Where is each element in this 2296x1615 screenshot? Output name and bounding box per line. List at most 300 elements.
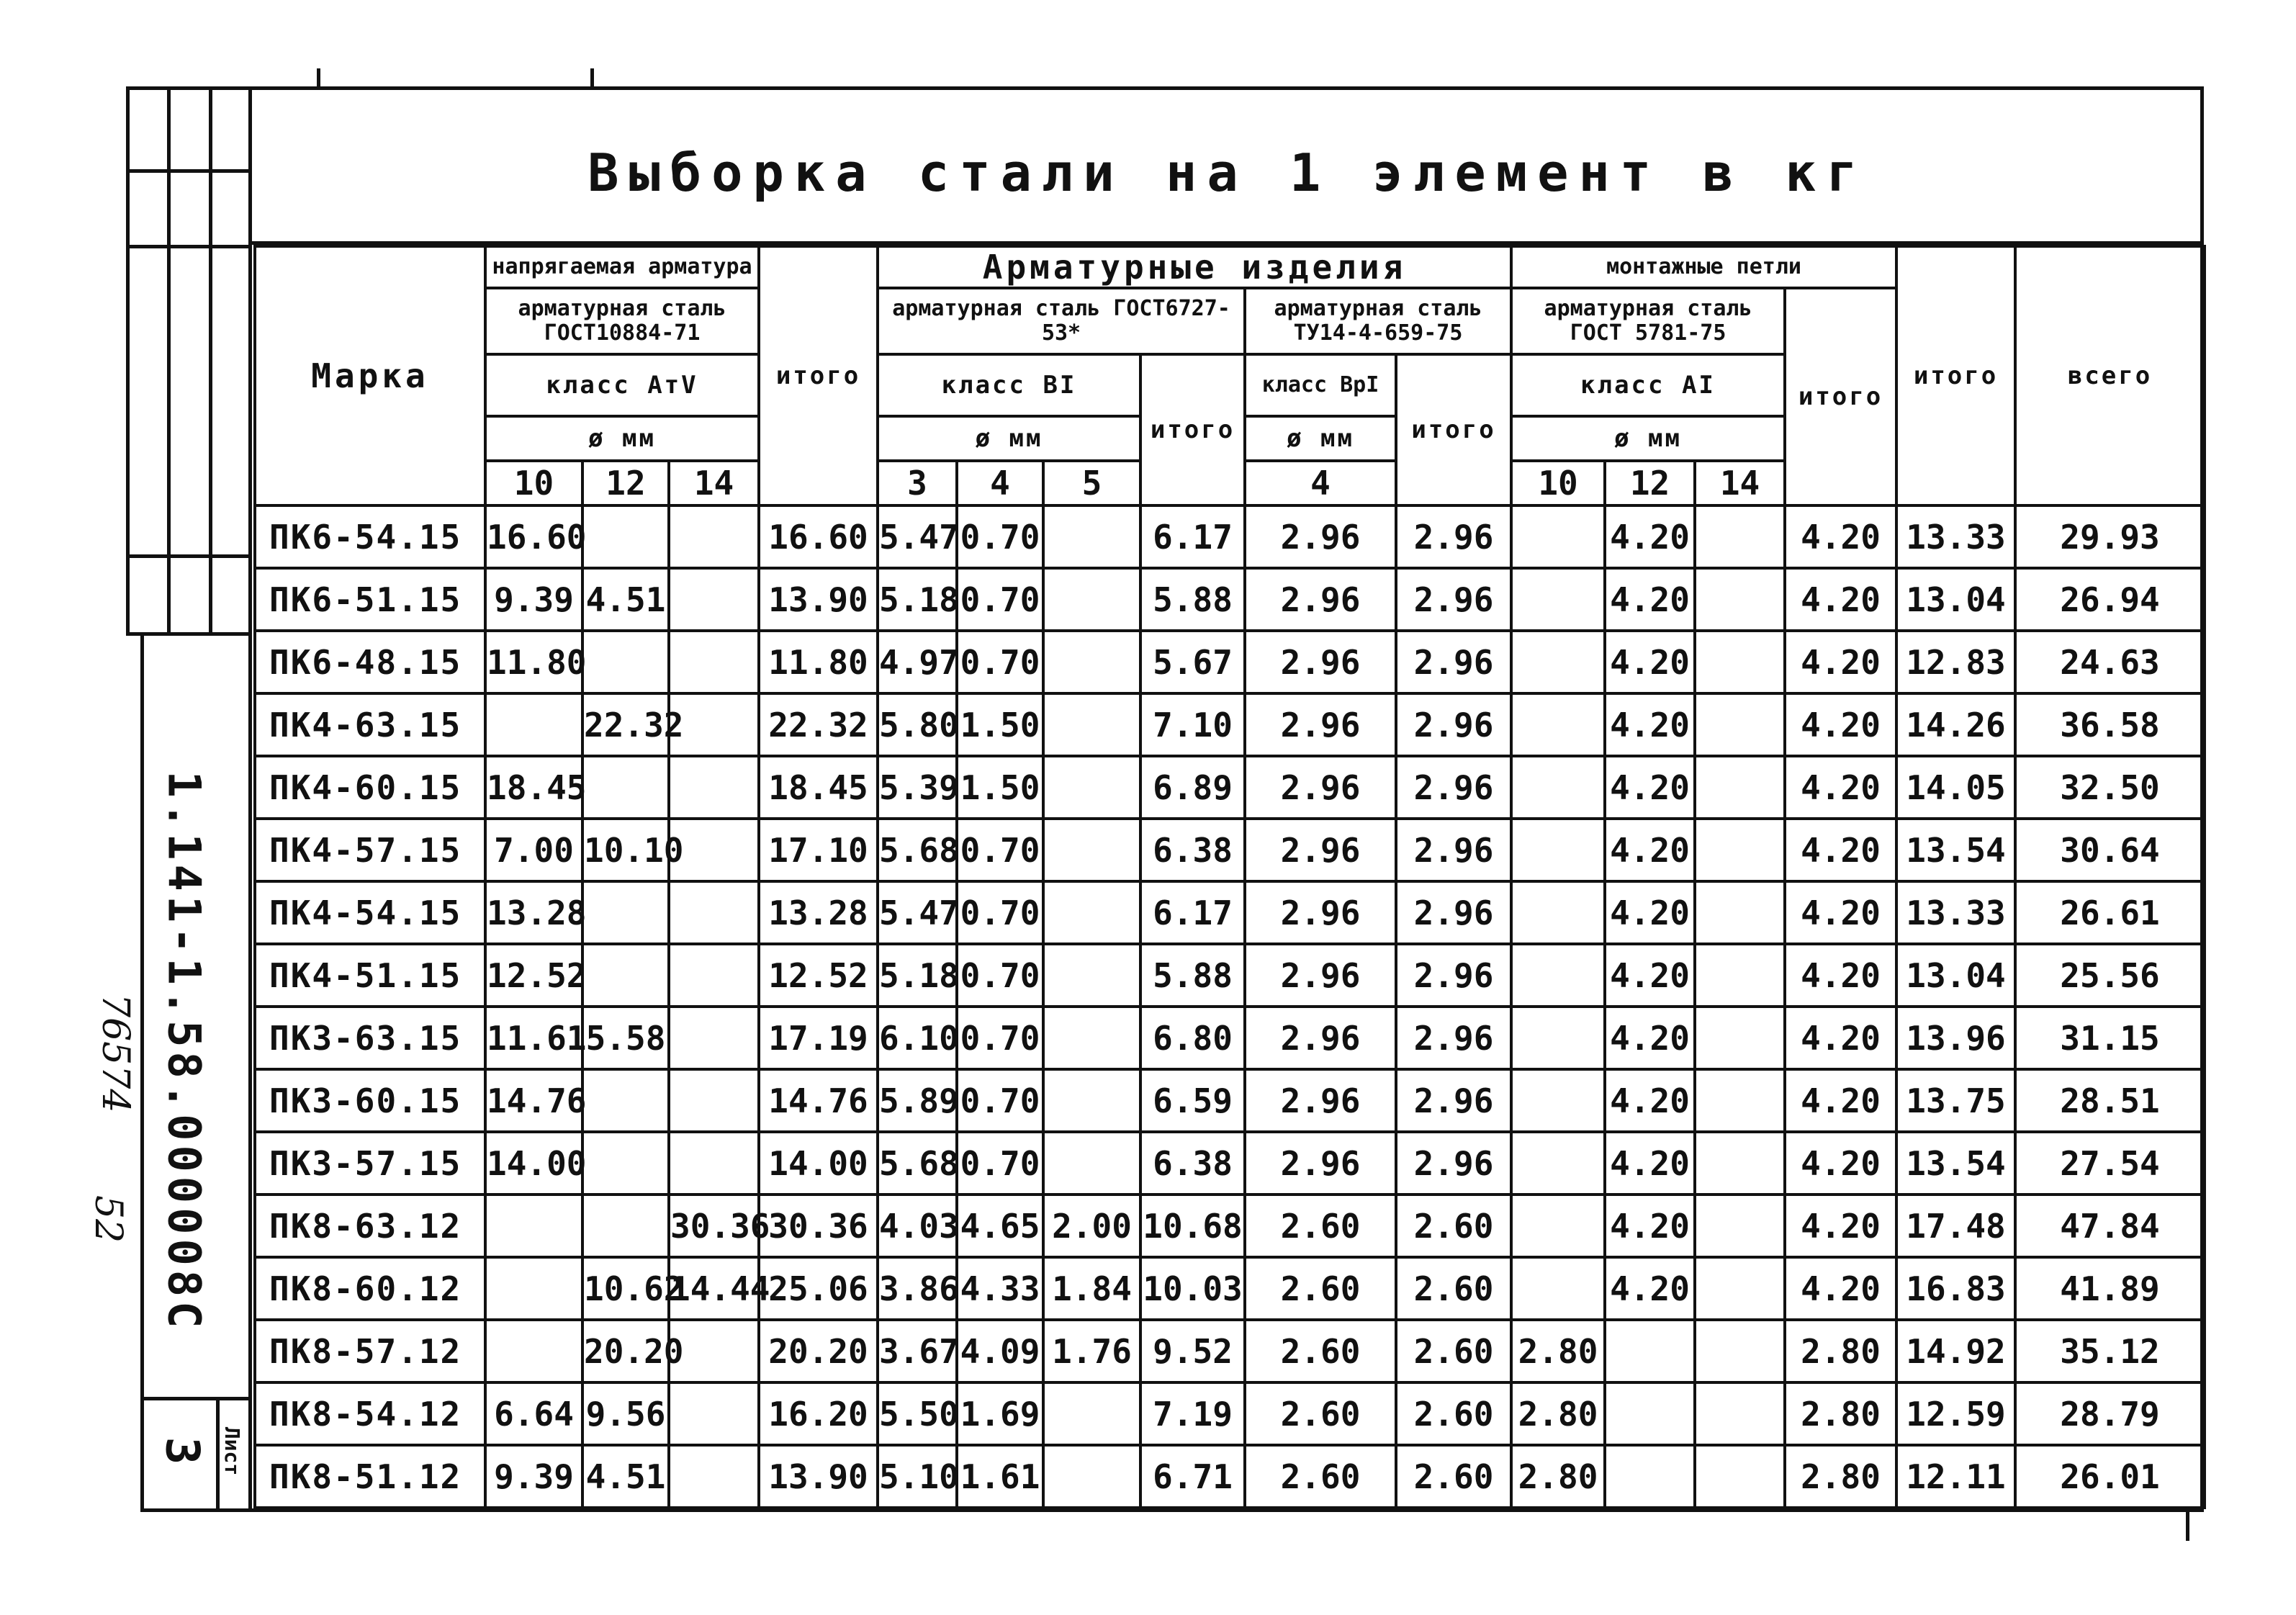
cell-b4: 0.70	[957, 505, 1043, 568]
cell-b5	[1043, 568, 1140, 631]
header-bi-itogo: итого	[1140, 354, 1245, 505]
cell-p10	[485, 1257, 582, 1320]
cell-bp4: 2.60	[1245, 1320, 1396, 1382]
stamp-h-2	[126, 245, 250, 248]
cell-p10: 16.60	[485, 505, 582, 568]
cell-a10	[1511, 1069, 1605, 1132]
cell-p10: 9.39	[485, 1445, 582, 1508]
cell-b4: 0.70	[957, 944, 1043, 1007]
cell-mark: ПК8-51.12	[255, 1445, 485, 1508]
table-row	[255, 1007, 2205, 1069]
side-note-page: 52	[86, 1195, 130, 1243]
cell-b5	[1043, 1069, 1140, 1132]
cell-a12: 4.20	[1605, 1257, 1695, 1320]
cell-a12: 4.20	[1605, 631, 1695, 693]
cell-p10: 13.28	[485, 881, 582, 944]
header-bi-d5: 5	[1043, 461, 1140, 505]
table-row	[255, 756, 2205, 819]
header-ai-d14: 14	[1695, 461, 1785, 505]
cell-p12: 4.51	[582, 1445, 669, 1508]
cell-it: 14.26	[1896, 693, 2015, 756]
cell-at: 2.80	[1785, 1445, 1896, 1508]
cell-a14	[1695, 1007, 1785, 1069]
cell-b3: 5.18	[878, 944, 957, 1007]
cell-b4: 1.69	[957, 1382, 1043, 1445]
cell-a14	[1695, 819, 1785, 881]
cell-vs: 35.12	[2015, 1320, 2205, 1382]
cell-a14	[1695, 1195, 1785, 1257]
cell-bpt: 2.96	[1396, 568, 1511, 631]
header-bpi-d4: 4	[1245, 461, 1396, 505]
cell-vs: 26.94	[2015, 568, 2205, 631]
cell-bt: 7.19	[1140, 1382, 1245, 1445]
cell-p10: 11.61	[485, 1007, 582, 1069]
cell-b4: 0.70	[957, 819, 1043, 881]
cell-pt: 30.36	[759, 1195, 878, 1257]
cell-a10: 2.80	[1511, 1445, 1605, 1508]
cell-bpt: 2.60	[1396, 1445, 1511, 1508]
cell-it: 13.54	[1896, 819, 2015, 881]
cell-b5	[1043, 1007, 1140, 1069]
cell-b5	[1043, 1382, 1140, 1445]
cell-bt: 6.38	[1140, 1132, 1245, 1195]
cell-a10	[1511, 756, 1605, 819]
cell-a10	[1511, 881, 1605, 944]
cell-bp4: 2.96	[1245, 631, 1396, 693]
cell-a12	[1605, 1320, 1695, 1382]
cell-b4: 4.65	[957, 1195, 1043, 1257]
cell-bp4: 2.96	[1245, 1069, 1396, 1132]
header-bi-d4: 4	[957, 461, 1043, 505]
cell-p14	[669, 1132, 759, 1195]
cell-bpt: 2.96	[1396, 756, 1511, 819]
cell-it: 13.04	[1896, 568, 2015, 631]
cell-p12: 20.20	[582, 1320, 669, 1382]
cell-it: 12.11	[1896, 1445, 2015, 1508]
cell-a10	[1511, 1195, 1605, 1257]
header-bpi-steel: арматурная сталь ТУ14-4-659-75	[1245, 288, 1511, 354]
stamp-h-3	[126, 554, 250, 558]
header-prestressed-group: напрягаемая арматура	[485, 246, 759, 288]
cell-p10	[485, 693, 582, 756]
cell-b4: 0.70	[957, 631, 1043, 693]
cell-b5	[1043, 1132, 1140, 1195]
cell-bp4: 2.96	[1245, 568, 1396, 631]
cell-b3: 4.03	[878, 1195, 957, 1257]
frame-tick-2	[590, 68, 594, 90]
cell-b3: 5.18	[878, 568, 957, 631]
table-body	[255, 505, 2205, 1508]
cell-b3: 5.47	[878, 505, 957, 568]
cell-p14	[669, 881, 759, 944]
cell-vs: 26.61	[2015, 881, 2205, 944]
frame-left-outer	[126, 86, 130, 634]
cell-a12: 4.20	[1605, 1132, 1695, 1195]
cell-at: 4.20	[1785, 1195, 1896, 1257]
cell-p10: 11.80	[485, 631, 582, 693]
cell-p10: 14.00	[485, 1132, 582, 1195]
cell-at: 4.20	[1785, 1007, 1896, 1069]
cell-bpt: 2.96	[1396, 505, 1511, 568]
cell-b5: 2.00	[1043, 1195, 1140, 1257]
cell-bp4: 2.60	[1245, 1257, 1396, 1320]
page-title: Выборка стали на 1 элемент в кг	[587, 143, 1868, 203]
cell-bpt: 2.60	[1396, 1257, 1511, 1320]
cell-b3: 5.89	[878, 1069, 957, 1132]
cell-a12	[1605, 1445, 1695, 1508]
cell-p12: 4.51	[582, 568, 669, 631]
cell-b5	[1043, 505, 1140, 568]
cell-mark: ПК8-57.12	[255, 1320, 485, 1382]
cell-bt: 9.52	[1140, 1320, 1245, 1382]
cell-p12	[582, 1132, 669, 1195]
cell-bt: 5.88	[1140, 568, 1245, 631]
cell-a14	[1695, 693, 1785, 756]
cell-vs: 31.15	[2015, 1007, 2205, 1069]
cell-pt: 14.76	[759, 1069, 878, 1132]
cell-bp4: 2.96	[1245, 505, 1396, 568]
cell-mark: ПК4-57.15	[255, 819, 485, 881]
cell-bt: 6.38	[1140, 819, 1245, 881]
cell-p12	[582, 1195, 669, 1257]
cell-a12: 4.20	[1605, 756, 1695, 819]
cell-it: 14.92	[1896, 1320, 2015, 1382]
cell-b3: 4.97	[878, 631, 957, 693]
cell-p10: 9.39	[485, 568, 582, 631]
cell-b4: 0.70	[957, 1007, 1043, 1069]
cell-a14	[1695, 1069, 1785, 1132]
cell-it: 16.83	[1896, 1257, 2015, 1320]
cell-b3: 5.68	[878, 819, 957, 881]
cell-mark: ПК4-63.15	[255, 693, 485, 756]
cell-p10	[485, 1195, 582, 1257]
cell-bpt: 2.96	[1396, 693, 1511, 756]
cell-b4: 0.70	[957, 1132, 1043, 1195]
cell-a10	[1511, 819, 1605, 881]
cell-mark: ПК6-54.15	[255, 505, 485, 568]
stamp-col-2	[209, 86, 212, 634]
cell-pt: 13.90	[759, 568, 878, 631]
cell-a12: 4.20	[1605, 568, 1695, 631]
cell-p14	[669, 1069, 759, 1132]
table-row	[255, 568, 2205, 631]
cell-p10: 18.45	[485, 756, 582, 819]
cell-a12: 4.20	[1605, 1007, 1695, 1069]
cell-b3: 5.39	[878, 756, 957, 819]
sheet-number: 3	[155, 1436, 208, 1465]
cell-vs: 24.63	[2015, 631, 2205, 693]
cell-bpt: 2.60	[1396, 1320, 1511, 1382]
cell-a12: 4.20	[1605, 1069, 1695, 1132]
cell-p12: 5.58	[582, 1007, 669, 1069]
cell-it: 13.96	[1896, 1007, 2015, 1069]
cell-b5	[1043, 819, 1140, 881]
cell-bp4: 2.60	[1245, 1382, 1396, 1445]
cell-bp4: 2.60	[1245, 1445, 1396, 1508]
cell-bp4: 2.96	[1245, 1132, 1396, 1195]
cell-a10	[1511, 944, 1605, 1007]
cell-b5	[1043, 881, 1140, 944]
cell-pt: 25.06	[759, 1257, 878, 1320]
header-p-d12: 12	[582, 461, 669, 505]
cell-pt: 22.32	[759, 693, 878, 756]
stamp-col-1	[167, 86, 171, 634]
cell-a10: 2.80	[1511, 1320, 1605, 1382]
cell-pt: 13.28	[759, 881, 878, 944]
header-ai-d10: 10	[1511, 461, 1605, 505]
sheet-label: Лист	[220, 1426, 245, 1475]
cell-bp4: 2.96	[1245, 693, 1396, 756]
table-row	[255, 1132, 2205, 1195]
header-ai-itogo: итого	[1785, 288, 1896, 505]
table-row	[255, 1069, 2205, 1132]
cell-bt: 6.17	[1140, 505, 1245, 568]
cell-it: 12.83	[1896, 631, 2015, 693]
cell-b5: 1.76	[1043, 1320, 1140, 1382]
table-row	[255, 1382, 2205, 1445]
cell-p10: 12.52	[485, 944, 582, 1007]
cell-vs: 36.58	[2015, 693, 2205, 756]
frame-tick-1	[317, 68, 320, 90]
cell-p12: 10.62	[582, 1257, 669, 1320]
table-row	[255, 631, 2205, 693]
cell-b4: 4.09	[957, 1320, 1043, 1382]
cell-p14: 30.36	[669, 1195, 759, 1257]
cell-b4: 1.50	[957, 693, 1043, 756]
document-code: 1.141-1.58.000008С	[158, 770, 211, 1332]
table-row	[255, 944, 2205, 1007]
side-note-number: 76574	[94, 994, 137, 1113]
cell-a14	[1695, 1132, 1785, 1195]
cell-at: 2.80	[1785, 1320, 1896, 1382]
cell-p12: 22.32	[582, 693, 669, 756]
cell-bpt: 2.96	[1396, 1069, 1511, 1132]
cell-p14	[669, 1382, 759, 1445]
cell-bpt: 2.96	[1396, 631, 1511, 693]
cell-a10	[1511, 693, 1605, 756]
cell-p12	[582, 631, 669, 693]
cell-it: 13.33	[1896, 881, 2015, 944]
header-itogo-2: итого	[1896, 246, 2015, 505]
cell-pt: 17.10	[759, 819, 878, 881]
cell-p14	[669, 1445, 759, 1508]
header-ai-dia: ø мм	[1511, 416, 1785, 461]
table-row	[255, 1320, 2205, 1382]
cell-b4: 0.70	[957, 1069, 1043, 1132]
header-vsego: всего	[2015, 246, 2205, 505]
cell-vs: 28.79	[2015, 1382, 2205, 1445]
cell-bt: 5.88	[1140, 944, 1245, 1007]
cell-mark: ПК4-54.15	[255, 881, 485, 944]
cell-p12	[582, 944, 669, 1007]
header-bpi-dia: ø мм	[1245, 416, 1396, 461]
cell-at: 4.20	[1785, 881, 1896, 944]
header-bi-d3: 3	[878, 461, 957, 505]
table-row	[255, 1195, 2205, 1257]
header-p-d10: 10	[485, 461, 582, 505]
cell-b3: 5.10	[878, 1445, 957, 1508]
cell-b3: 6.10	[878, 1007, 957, 1069]
table-row	[255, 1257, 2205, 1320]
cell-vs: 41.89	[2015, 1257, 2205, 1320]
header-bi-dia: ø мм	[878, 416, 1140, 461]
cell-b5	[1043, 944, 1140, 1007]
cell-mark: ПК8-63.12	[255, 1195, 485, 1257]
cell-bt: 5.67	[1140, 631, 1245, 693]
table-row	[255, 819, 2205, 881]
cell-a14	[1695, 1257, 1785, 1320]
cell-a12: 4.20	[1605, 1195, 1695, 1257]
cell-p14	[669, 1007, 759, 1069]
cell-vs: 26.01	[2015, 1445, 2205, 1508]
cell-b5	[1043, 1445, 1140, 1508]
cell-at: 4.20	[1785, 1132, 1896, 1195]
cell-bt: 6.17	[1140, 881, 1245, 944]
cell-p10: 6.64	[485, 1382, 582, 1445]
cell-p14	[669, 944, 759, 1007]
cell-p10	[485, 1320, 582, 1382]
header-ai-class: класс АI	[1511, 354, 1785, 416]
cell-bt: 6.59	[1140, 1069, 1245, 1132]
cell-at: 4.20	[1785, 944, 1896, 1007]
cell-at: 4.20	[1785, 568, 1896, 631]
cell-b4: 1.61	[957, 1445, 1043, 1508]
cell-at: 4.20	[1785, 693, 1896, 756]
table-row	[255, 693, 2205, 756]
cell-a12: 4.20	[1605, 693, 1695, 756]
header-products-group: Арматурные изделия	[878, 246, 1511, 288]
table-row	[255, 881, 2205, 944]
header-p-d14: 14	[669, 461, 759, 505]
cell-b3: 3.67	[878, 1320, 957, 1382]
cell-a14	[1695, 1445, 1785, 1508]
cell-p12	[582, 881, 669, 944]
cell-p14	[669, 756, 759, 819]
cell-vs: 25.56	[2015, 944, 2205, 1007]
cell-a14	[1695, 1320, 1785, 1382]
cell-bp4: 2.96	[1245, 944, 1396, 1007]
cell-vs: 27.54	[2015, 1132, 2205, 1195]
cell-p12	[582, 1069, 669, 1132]
cell-a14	[1695, 944, 1785, 1007]
cell-mark: ПК3-63.15	[255, 1007, 485, 1069]
cell-a14	[1695, 1382, 1785, 1445]
cell-bt: 6.71	[1140, 1445, 1245, 1508]
cell-mark: ПК4-60.15	[255, 756, 485, 819]
cell-b5	[1043, 756, 1140, 819]
cell-bp4: 2.96	[1245, 1007, 1396, 1069]
cell-pt: 20.20	[759, 1320, 878, 1382]
cell-it: 17.48	[1896, 1195, 2015, 1257]
cell-mark: ПК8-54.12	[255, 1382, 485, 1445]
cell-a10	[1511, 631, 1605, 693]
header-prestressed-steel: арматурная сталь ГОСТ10884-71	[485, 288, 759, 354]
cell-bpt: 2.96	[1396, 1132, 1511, 1195]
cell-pt: 17.19	[759, 1007, 878, 1069]
header-bi-steel: арматурная сталь ГОСТ6727-53*	[878, 288, 1245, 354]
cell-a14	[1695, 505, 1785, 568]
cell-it: 13.75	[1896, 1069, 2015, 1132]
cell-a14	[1695, 881, 1785, 944]
cell-a14	[1695, 568, 1785, 631]
cell-bt: 7.10	[1140, 693, 1245, 756]
cell-p12	[582, 505, 669, 568]
cell-bpt: 2.96	[1396, 1007, 1511, 1069]
cell-pt: 16.60	[759, 505, 878, 568]
cell-p12: 10.10	[582, 819, 669, 881]
cell-a14	[1695, 631, 1785, 693]
cell-bp4: 2.60	[1245, 1195, 1396, 1257]
steel-table	[253, 245, 2206, 1509]
cell-pt: 12.52	[759, 944, 878, 1007]
cell-at: 4.20	[1785, 1069, 1896, 1132]
cell-bpt: 2.60	[1396, 1195, 1511, 1257]
header-loops-group: монтажные петли	[1511, 246, 1896, 288]
cell-vs: 29.93	[2015, 505, 2205, 568]
cell-bpt: 2.96	[1396, 881, 1511, 944]
table-row	[255, 505, 2205, 568]
cell-b3: 5.47	[878, 881, 957, 944]
cell-a14	[1695, 756, 1785, 819]
cell-it: 12.59	[1896, 1382, 2015, 1445]
cell-at: 2.80	[1785, 1382, 1896, 1445]
cell-pt: 16.20	[759, 1382, 878, 1445]
cell-b4: 1.50	[957, 756, 1043, 819]
frame-top	[126, 86, 2203, 90]
cell-it: 13.54	[1896, 1132, 2015, 1195]
cell-b4: 0.70	[957, 881, 1043, 944]
cell-bp4: 2.96	[1245, 881, 1396, 944]
cell-pt: 14.00	[759, 1132, 878, 1195]
header-bi-class: класс ВI	[878, 354, 1140, 416]
header-marka: Марка	[255, 246, 485, 505]
cell-pt: 18.45	[759, 756, 878, 819]
stamp-h-4	[126, 632, 250, 636]
cell-a10	[1511, 1257, 1605, 1320]
cell-p12	[582, 756, 669, 819]
table-row	[255, 1445, 2205, 1508]
cell-mark: ПК8-60.12	[255, 1257, 485, 1320]
cell-b3: 5.68	[878, 1132, 957, 1195]
cell-p14	[669, 631, 759, 693]
cell-it: 13.04	[1896, 944, 2015, 1007]
header-itogo-prestressed: итого	[759, 246, 878, 505]
cell-a10	[1511, 1007, 1605, 1069]
cell-p14: 14.44	[669, 1257, 759, 1320]
cell-p10: 7.00	[485, 819, 582, 881]
cell-b3: 5.80	[878, 693, 957, 756]
header-prestressed-class: класс АтV	[485, 354, 759, 416]
cell-b5	[1043, 693, 1140, 756]
cell-bpt: 2.96	[1396, 819, 1511, 881]
frame-tick-3	[2186, 1508, 2189, 1541]
cell-bp4: 2.96	[1245, 819, 1396, 881]
cell-mark: ПК4-51.15	[255, 944, 485, 1007]
cell-pt: 13.90	[759, 1445, 878, 1508]
cell-it: 14.05	[1896, 756, 2015, 819]
cell-pt: 11.80	[759, 631, 878, 693]
cell-bt: 10.68	[1140, 1195, 1245, 1257]
cell-a10: 2.80	[1511, 1382, 1605, 1445]
cell-bt: 6.80	[1140, 1007, 1245, 1069]
cell-p14	[669, 505, 759, 568]
cell-vs: 30.64	[2015, 819, 2205, 881]
cell-b5	[1043, 631, 1140, 693]
stamp-col-3	[248, 86, 252, 1512]
cell-a10	[1511, 568, 1605, 631]
cell-at: 4.20	[1785, 819, 1896, 881]
header-ai-d12: 12	[1605, 461, 1695, 505]
